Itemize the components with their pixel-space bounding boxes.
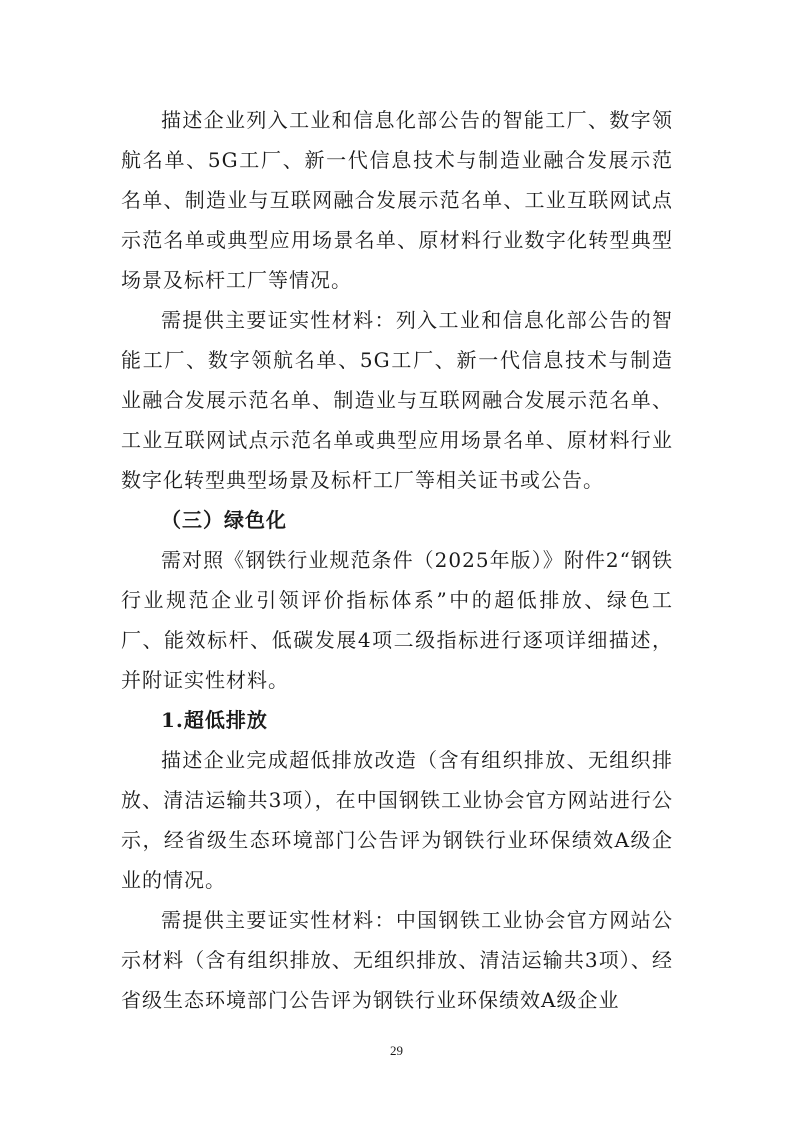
section-heading-green: （三）绿色化 [161, 508, 287, 532]
paragraph-ultra-low-emission-description: 描述企业完成超低排放改造（含有组织排放、无组织排放、清洁运输共3项），在中国钢铁工业协会官方网站进行公示，经省级生态环境部门公告评为钢铁行业环保绩效A级企业的情况。 [121, 748, 673, 892]
paragraph-green-intro: 需对照《钢铁行业规范条件（2025年版）》附件2“钢铁行业规范企业引领评价指标体系”中的超低排放、绿色工厂、能效标杆、低碳发展4项二级指标进行逐项详细描述，并附证实性材料。 [121, 548, 673, 692]
paragraph-ultra-low-emission-materials: 需提供主要证实性材料：中国钢铁工业协会官方网站公示材料（含有组织排放、无组织排放、清洁运输共3项）、经省级生态环境部门公告评为钢铁行业环保绩效A级企业 [121, 908, 673, 1012]
paragraph-smart-factory-description: 描述企业列入工业和信息化部公告的智能工厂、数字领航名单、5G工厂、新一代信息技术与制造业融合发展示范名单、制造业与互联网融合发展示范名单、工业互联网试点示范名单或典型应用场景名单、原材料行业数字化转型典型场景及标杆工厂等情况。 [121, 108, 673, 292]
page-content [121, 100, 673, 1020]
page-number: 29 [390, 1043, 403, 1058]
subsection-heading-ultra-low-emission: 1.超低排放 [161, 708, 268, 732]
paragraph-smart-factory-materials: 需提供主要证实性材料：列入工业和信息化部公告的智能工厂、数字领航名单、5G工厂、新一代信息技术与制造业融合发展示范名单、制造业与互联网融合发展示范名单、工业互联网试点示范名单或典型应用场景名单、原材料行业数字化转型典型场景及标杆工厂等相关证书或公告。 [121, 308, 673, 492]
